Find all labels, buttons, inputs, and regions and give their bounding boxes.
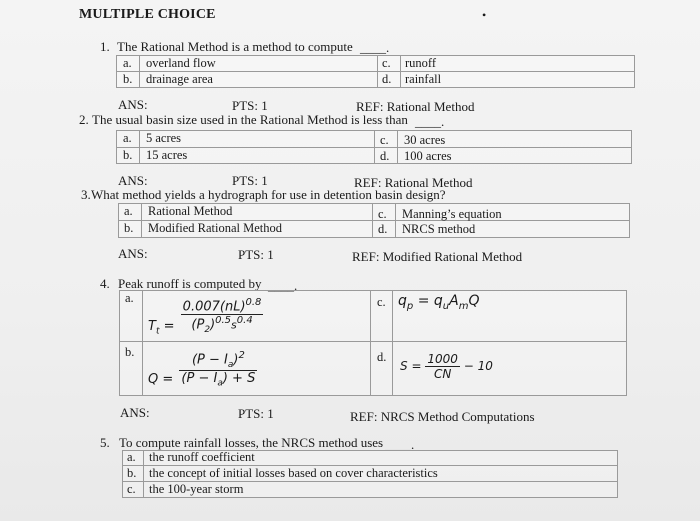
q2-option-d-letter: d. — [380, 149, 390, 163]
q3-option-d-letter: d. — [378, 222, 388, 236]
q3-number: 3. — [81, 187, 91, 202]
q1-number: 1. — [100, 39, 110, 54]
q5-option-a-text[interactable]: the runoff coefficient — [149, 450, 255, 464]
q3-pts: PTS: 1 — [238, 247, 274, 262]
q4-question: Peak runoff is computed by — [118, 276, 262, 291]
q1-ans: ANS: — [118, 97, 148, 112]
q3-ref: REF: Modified Rational Method — [352, 249, 523, 264]
q2-option-b-text[interactable]: 15 acres — [146, 148, 188, 162]
q1-option-a-letter: a. — [123, 56, 132, 70]
q2-option-b-letter: b. — [123, 148, 133, 162]
q3-option-c-text[interactable]: Manning’s equation — [402, 207, 502, 221]
q2-ans: ANS: — [118, 173, 148, 188]
q2-number: 2. — [79, 112, 89, 127]
q4-pts: PTS: 1 — [238, 406, 274, 421]
q2-option-c-letter: c. — [380, 133, 389, 147]
q4-formula-a[interactable]: $T_t$ = $\frac{0.007(nL)^{0.8}}{(P_2)^{0.5}s^{0.4}}$ — [148, 297, 262, 337]
q4-number: 4. — [100, 276, 110, 291]
q2-option-a-text[interactable]: 5 acres — [146, 131, 182, 145]
q3-option-b-text[interactable]: Modified Rational Method — [148, 221, 283, 235]
q2-blank: ____. — [415, 114, 445, 129]
q4-formula-c[interactable]: $q_p = q_uA_mQ$ — [398, 293, 480, 312]
q5-option-c-text[interactable]: the 100-year storm — [149, 482, 244, 496]
q3-ans: ANS: — [118, 246, 148, 261]
q3-option-d-text[interactable]: NRCS method — [402, 222, 476, 236]
q3-question: What method yields a hydrograph for use in detention basin design? — [91, 187, 446, 202]
q3-option-a-letter: a. — [124, 204, 133, 218]
q1-option-c-letter: c. — [382, 56, 391, 70]
q5-number: 5. — [100, 435, 110, 450]
q2-question: The usual basin size used in the Rational Method is less than — [92, 112, 408, 127]
q3-option-c-letter: c. — [378, 207, 387, 221]
q4-option-a-letter: a. — [125, 291, 134, 305]
q4-ref: REF: NRCS Method Computations — [350, 409, 535, 424]
q5-option-a-letter: a. — [127, 450, 136, 464]
q5-option-b-text[interactable]: the concept of initial losses based on cover characteristics — [149, 466, 438, 480]
q1-option-a-text[interactable]: overland flow — [146, 56, 216, 70]
q4-formula-d[interactable]: S = $\frac{1000}{CN}$ − 10 — [400, 352, 493, 381]
q2-option-d-text[interactable]: 100 acres — [404, 149, 452, 163]
q3-option-a-text[interactable]: Rational Method — [148, 204, 233, 218]
q4-option-c-letter: c. — [377, 295, 386, 309]
q4-blank: ____. — [268, 278, 298, 293]
q5-question: To compute rainfall losses, the NRCS method uses — [119, 435, 384, 450]
q1-option-c-text[interactable]: runoff — [405, 56, 437, 70]
q2-ref: REF: Rational Method — [354, 175, 473, 190]
q1-ref: REF: Rational Method — [356, 99, 475, 114]
q1-option-d-text[interactable]: rainfall — [405, 72, 442, 86]
q5-option-b-letter: b. — [127, 466, 137, 480]
q1-blank: ____. — [360, 40, 390, 55]
q5-option-c-letter: c. — [127, 482, 136, 496]
q4-option-b-letter: b. — [125, 345, 135, 359]
q3-option-b-letter: b. — [124, 221, 134, 235]
q1-question: The Rational Method is a method to compute — [117, 39, 353, 54]
q2-option-a-letter: a. — [123, 131, 132, 145]
q4-formula-b[interactable]: Q = $\frac{(P - I_a)^2}{(P - I_a) + S}$ — [148, 350, 256, 389]
q4-option-d-letter: d. — [377, 350, 387, 364]
q1-pts: PTS: 1 — [232, 98, 268, 113]
q2-pts: PTS: 1 — [232, 173, 268, 188]
q1-option-d-letter: d. — [382, 72, 392, 86]
q4-ans: ANS: — [120, 405, 150, 420]
q5-blank: ____. — [385, 437, 415, 452]
section-title: MULTIPLE CHOICE — [79, 7, 216, 22]
q1-option-b-letter: b. — [123, 72, 133, 86]
q1-option-b-text[interactable]: drainage area — [146, 72, 213, 86]
bullet-dot: • — [482, 8, 487, 22]
q2-option-c-text[interactable]: 30 acres — [404, 133, 446, 147]
